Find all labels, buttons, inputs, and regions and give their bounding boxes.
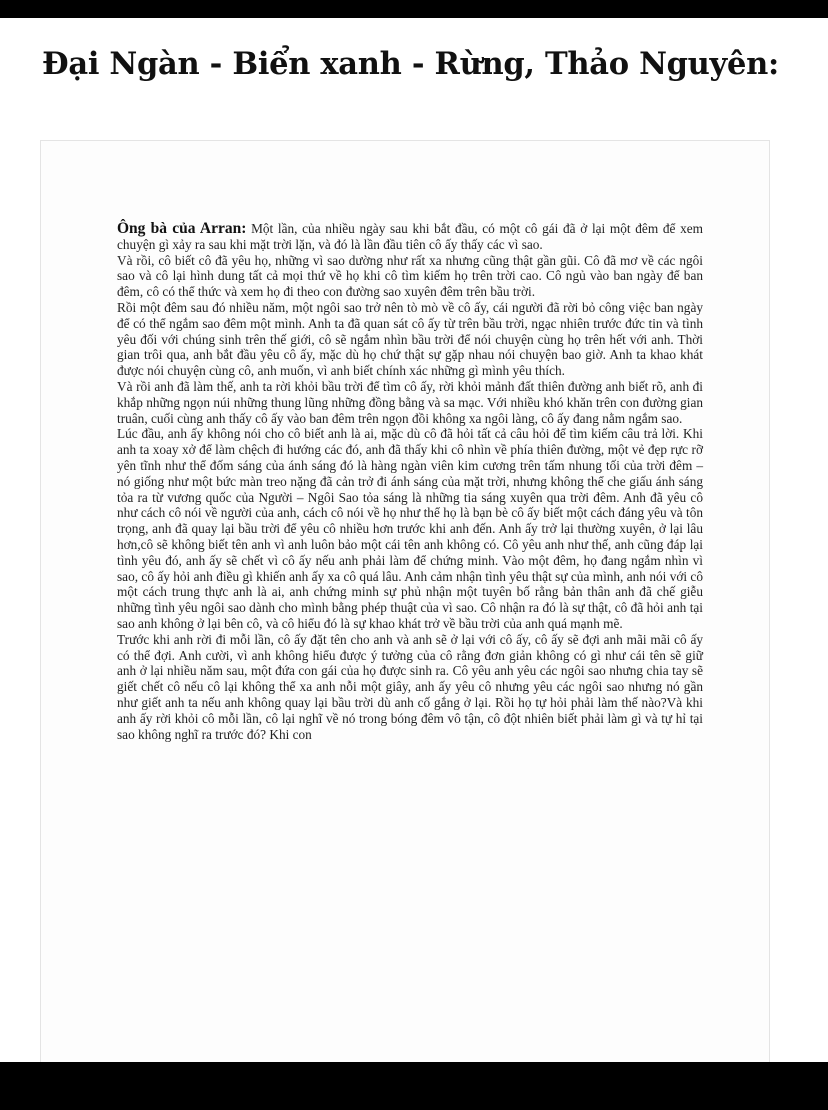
paragraph-text: Một lần, của nhiều ngày sau khi bắt đầu, có một cô gái đã ở lại một đêm để xem chuyện gì xảy ra sau khi mặt trời lặn, và đó là lần đầu tiên cô ấy thấy các vì sao. <box>117 221 703 252</box>
paragraph-3: Rồi một đêm sau đó nhiều năm, một ngôi sao trở nên tò mò về cô ấy, cái người đã rời bỏ công việc ban ngày để có thể ngắm sao đêm một mình. Anh ta đã quan sát cô ấy từ trên bầu trời, ngạc nhiên trước đức tin và tình yêu đối với chúng sinh trên thế giới, cô sẽ ngắm nhìn bầu trời để nói chuyện cùng họ trên hết với anh. Thời gian trôi qua, anh bắt đầu yêu cô ấy, mặc dù họ chứ thật sự gặp nhau nói chuyện bao giờ. Anh ta khao khát được nói chuyện cùng cô, anh muốn, vì anh biết chính xác những gì mình yêu thích. <box>117 299 703 379</box>
paragraph-6: Trước khi anh rời đi mỗi lần, cô ấy đặt tên cho anh và anh sẽ ở lại với cô ấy, cô ấy sẽ đợi anh mãi mãi cô ấy có thể đợi. Anh cười, vì anh không hiểu được ý tưởng của cô rằng đơn giản không có gì như cái tên sẽ giữ anh ở lại nhiều năm sau, một đứa con gái của họ được sinh ra. Cô yêu anh yêu các ngôi sao nhưng chia tay sẽ giết chết cô nếu cô lại không thể xa anh nỗi một giây, anh ấy yêu cô nhưng yêu các ngôi sao nhưng nó gần như giết anh ta nếu anh không quay lại bầu trời dù anh cố gắng ở lại. Rồi họ tự hỏi phải làm thế nào?Và khi anh ấy rời khỏi cô mỗi lần, cô lại nghĩ về nó trong bóng đêm vô tận, cô đột nhiên biết phải làm gì và tự hỉ tại sao không nghĩ ra trước đó? Khi con <box>117 631 703 742</box>
paragraph-5: Lúc đầu, anh ấy không nói cho cô biết anh là ai, mặc dù cô đã hỏi tất cả câu hỏi để tìm kiếm câu trả lời. Khi anh ta xoay xở để làm chệch đi hướng các đó, anh đã thấy khi cô nhìn về phía thiên đường, một vẻ đẹp rực rỡ yên tĩnh như thể đốm sáng của ánh sáng đó là hàng ngàn viên kim cương trên tấm nhung tối của trời đêm – nó giống như một bức màn treo nặng đã cản trở đi ánh sáng của mặt trời, nhưng không thể che giấu ánh sáng tỏa ra từ vương quốc của Người – Ngôi Sao tỏa sáng là những tia sáng xuyên qua trời đêm. Anh đã yêu cô như cách cô nói về người của anh, cách cô nói về họ như thể họ là bạn bè cô ấy biết một cách đáng yêu và tôn trọng, anh đã quay lại bầu trời để yêu cô nhiều hơn trước khi anh đến. Anh ấy trở lại thường xuyên, ở lại lâu hơn,cô sẽ không biết tên anh vì anh luôn bảo một cái tên anh không có. Cô yêu anh như thế, anh cũng đáp lại tình yêu đó, anh ấy sẽ chết vì cô ấy nếu anh phải làm để chứng minh. Vào một đêm, họ đang ngắm nhìn vì sao, cô ấy hỏi anh điều gì khiến anh ấy xa cô quá lâu. Anh cảm nhận tình yêu thật sự của mình, anh nói với cô một cách trung thực anh là ai, anh chứng minh sự phủ nhận một tuyên bố rằng bản thân anh đã chế giễu những tình yêu ngôi sao dành cho mình bằng phép thuật của vì sao. Cô nhận ra đó là sự thật, cô đã hỏi anh tại sao anh không ở lại bên cô, và cô hiểu đó là sự khao khát trở về bầu trời của anh quá mạnh mẽ. <box>117 426 703 631</box>
paragraph-2: Và rồi, cô biết cô đã yêu họ, những vì sao dường như rất xa nhưng cũng thật gần gũi. Cô đã mơ về các ngôi sao và cô lại hình dung tất cả mọi thứ về họ khi cô tìm kiếm họ trên trời cao. Cô ngủ vào ban ngày để ban đêm, cô có thể thức và xem họ đi theo con đường sao xuyên đêm trên bầu trời. <box>117 252 703 300</box>
paragraph-1 <box>117 221 703 253</box>
lead-in-title: Ông bà của Arran: <box>117 220 247 237</box>
document-body <box>117 221 703 742</box>
top-bar <box>0 0 828 18</box>
bottom-bar <box>0 1062 828 1110</box>
scanned-document <box>40 140 770 1067</box>
paragraph-4: Và rồi anh đã làm thế, anh ta rời khỏi bầu trời để tìm cô ấy, rời khỏi mảnh đất thiên đường anh biết rõ, anh đi khắp những ngọn núi những thung lũng những đồng bằng và sa mạc. Với nhiều khó khăn trên con đường gian truân, cuối cùng anh thấy cô ấy vào ban đêm trên ngọn đồi không xa ngôi làng, cô ấy đang nằm ngắm sao. <box>117 378 703 426</box>
page-heading: Đại Ngàn - Biển xanh - Rừng, Thảo Nguyên: <box>42 46 779 82</box>
